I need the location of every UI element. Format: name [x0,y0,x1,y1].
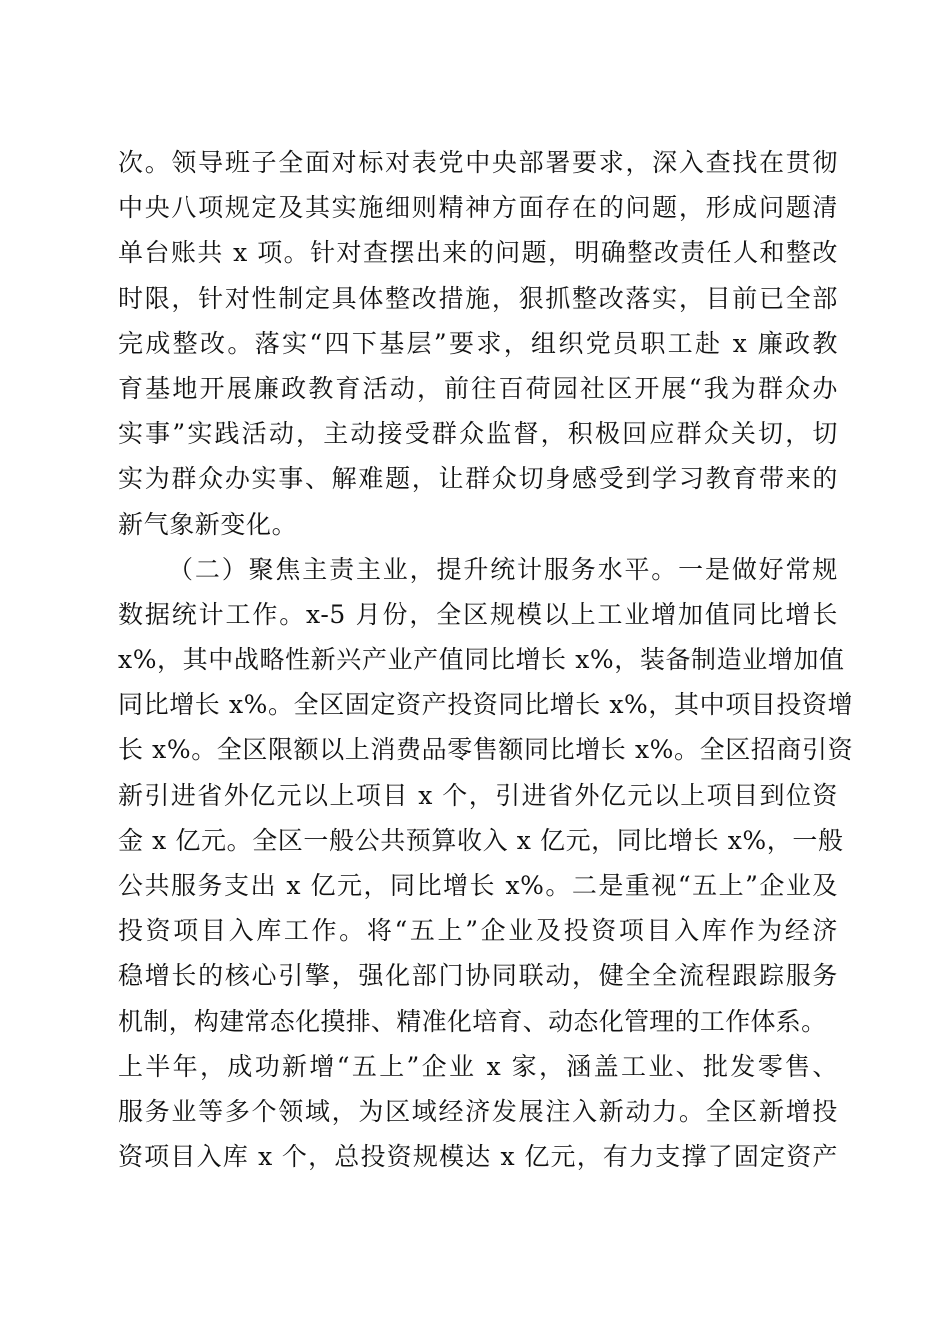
body-text [118,140,854,1179]
text-line: 单台账共 x 项。针对查摆出来的问题，明确整改责任人和整改 [118,238,838,268]
text-line: 中央八项规定及其实施细则精神方面存在的问题，形成问题清 [118,193,838,223]
paragraph-2 [118,547,854,1180]
text-line: 金 x 亿元。全区一般公共预算收入 x 亿元，同比增长 x%，一般 [118,825,844,855]
text-line: 实事”实践活动，主动接受群众监督，积极回应群众关切，切 [118,419,838,449]
paragraph-1 [118,140,838,547]
text-line: 同比增长 x%。全区固定资产投资同比增长 x%，其中项目投资增 [118,690,854,720]
text-line: 新引进省外亿元以上项目 x 个，引进省外亿元以上项目到位资 [118,780,838,810]
text-line: 新气象新变化。 [118,509,298,539]
text-line: 机制，构建常态化摸排、精准化培育、动态化管理的工作体系。 [118,1006,827,1036]
text-line: 稳增长的核心引擎，强化部门协同联动，健全全流程跟踪服务 [118,961,838,991]
text-line: 育基地开展廉政教育活动，前往百荷园社区开展“我为群众办 [118,373,838,403]
text-line: 上半年，成功新增“五上”企业 x 家，涵盖工业、批发零售、 [118,1051,838,1081]
text-line: 投资项目入库工作。将“五上”企业及投资项目入库作为经济 [118,916,838,946]
text-line: 公共服务支出 x 亿元，同比增长 x%。二是重视“五上”企业及 [118,871,838,900]
section-heading-line: （二）聚焦主责主业，提升统计服务水平。一是做好常规 [168,554,838,584]
text-line: 资项目入库 x 个，总投资规模达 x 亿元，有力支撑了固定资产 [118,1142,838,1172]
text-line: x%，其中战略性新兴产业产值同比增长 x%，装备制造业增加值 [118,645,845,675]
text-line: 时限，针对性制定具体整改措施，狠抓整改落实，目前已全部 [118,283,838,313]
text-line: 长 x%。全区限额以上消费品零售额同比增长 x%。全区招商引资 [118,735,854,765]
text-line: 数据统计工作。x-5 月份，全区规模以上工业增加值同比增长 [118,599,838,629]
text-line: 实为群众办实事、解难题，让群众切身感受到学习教育带来的 [118,464,838,494]
text-line: 次。领导班子全面对标对表党中央部署要求，深入查找在贯彻 [118,148,838,177]
text-line: 完成整改。落实“四下基层”要求，组织党员职工赴 x 廉政教 [118,328,838,358]
text-line: 服务业等多个领域，为区域经济发展注入新动力。全区新增投 [118,1096,838,1126]
